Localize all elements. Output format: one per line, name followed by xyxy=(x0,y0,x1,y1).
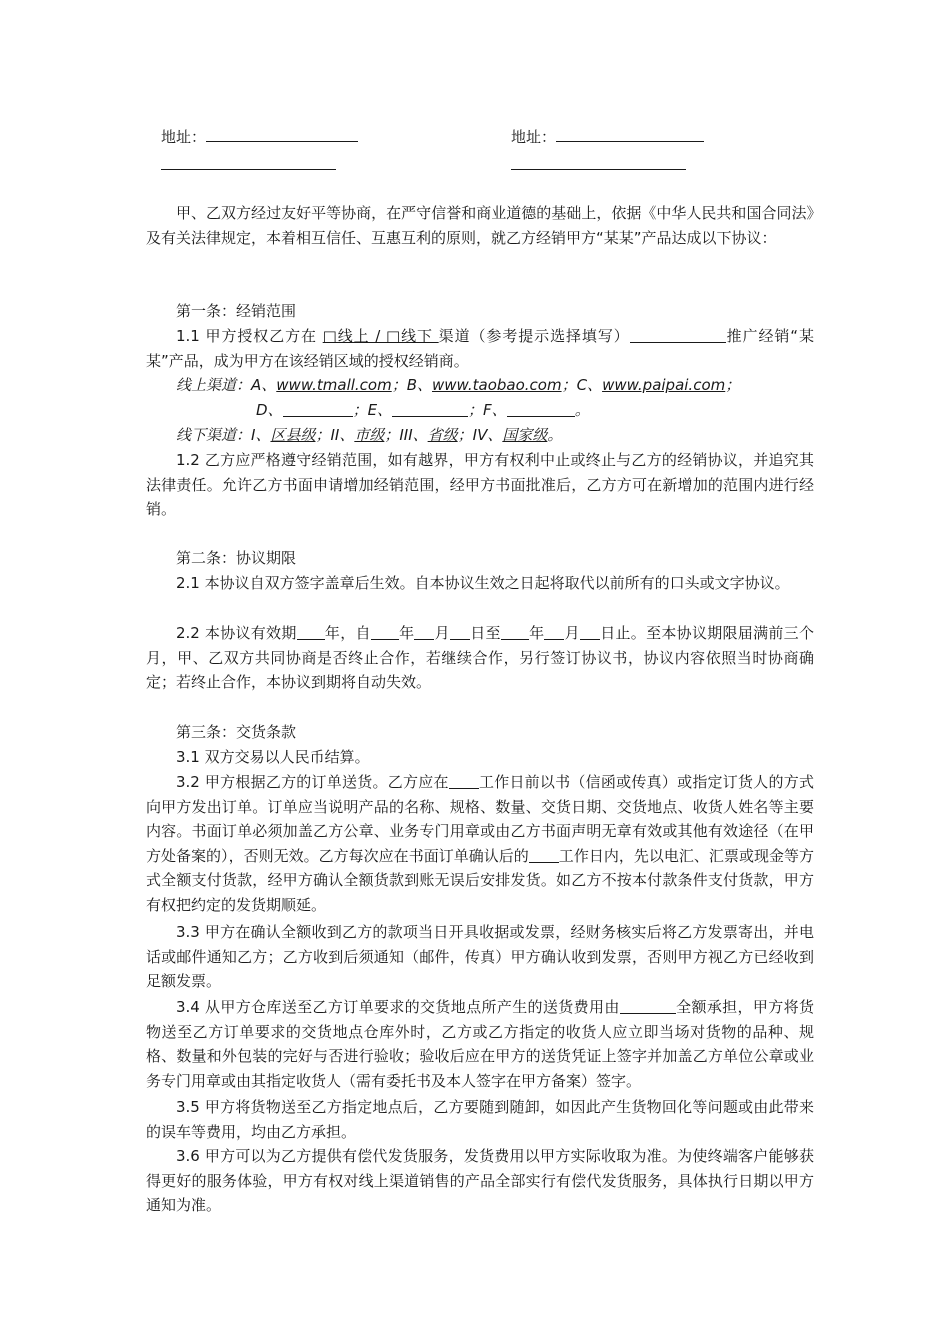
order-text-c: 工作日内，先以电汇、汇票或现金等方式全额支付货款，经甲方确认全额货款到账无误后安排发货。如乙方不按本付款条件支付货款，甲方有权把约定的发货期顺延。 xyxy=(146,846,814,914)
address-right-blank[interactable] xyxy=(556,125,704,142)
term-text-d: 月 xyxy=(434,624,450,642)
section3-clause2 xyxy=(146,770,814,918)
term-years-blank[interactable] xyxy=(297,624,325,640)
paipai-link[interactable]: www.paipai.com xyxy=(602,376,726,394)
online-c-label: ；C、 xyxy=(561,376,603,394)
address-right xyxy=(511,125,704,150)
offline-end: 。 xyxy=(547,426,563,444)
delivery-text-a: 3.4 从甲方仓库送至乙方订单要求的交货地点所产生的送货费用由 xyxy=(176,998,620,1016)
online-f-label: ；F、 xyxy=(468,401,507,419)
start-year-blank[interactable] xyxy=(371,624,399,640)
taobao-link[interactable]: www.taobao.com xyxy=(432,376,562,394)
end-day-blank[interactable] xyxy=(580,624,600,640)
offline-city-option[interactable]: 市级 xyxy=(354,426,385,444)
offline-national-option[interactable]: 国家级 xyxy=(502,426,548,444)
term-text-h: 日止。至本协议期限届满前三个月，甲、乙双方共同协商是否终止合作，若继续合作，另行签订协议书，协议内容依照当时协商确定；若终止合作，本协议到期将自动失效。 xyxy=(146,624,814,692)
online-e-blank[interactable] xyxy=(392,401,468,417)
section3-clause6: 3.6 甲方可以为乙方提供有偿代发货服务，发货费用以甲方实际收取为准。为使终端客户能够获得更好的服务体验，甲方有权对线上渠道销售的产品全部实行有偿代发货服务，具体执行日期以甲方通知为准。 xyxy=(146,1147,814,1215)
term-text-g: 月 xyxy=(564,624,580,642)
section1-title: 第一条：经销范围 xyxy=(176,302,297,320)
offline-3-label: ；III、 xyxy=(384,426,428,444)
offline-4-label: ；IV、 xyxy=(457,426,503,444)
online-d-blank[interactable] xyxy=(283,401,353,417)
online-channels-row1 xyxy=(176,373,740,398)
term-text-b: 年，自 xyxy=(324,624,371,642)
order-text-a: 3.2 甲方根据乙方的订单送货。乙方应在 xyxy=(176,773,449,791)
section2-clause1: 2.1 本协议自双方签字盖章后生效。自本协议生效之日起将取代以前所有的口头或文字协议。 xyxy=(176,574,790,592)
address-left-blank[interactable] xyxy=(206,125,358,142)
order-days-blank[interactable] xyxy=(449,773,479,789)
offline-county-option[interactable]: 区县级 xyxy=(270,426,316,444)
online-a-label: A、 xyxy=(251,376,277,394)
channel-option-checkboxes[interactable]: □线上 / □线下 xyxy=(322,327,439,345)
clause1-1-text-a: 1.1 甲方授权乙方在 xyxy=(176,327,323,345)
clause1-1-text-b: 渠道（参考提示选择填写） xyxy=(438,327,630,345)
address-left-label: 地址： xyxy=(161,128,207,146)
address-left xyxy=(161,125,358,150)
start-month-blank[interactable] xyxy=(414,624,434,640)
online-e-label: ；E、 xyxy=(352,401,393,419)
section3-clause4 xyxy=(146,995,814,1093)
section2-title: 第二条：协议期限 xyxy=(176,549,297,567)
tmall-link[interactable]: www.tmall.com xyxy=(276,376,392,394)
offline-channels-row xyxy=(176,423,562,448)
online-channels-row2 xyxy=(256,398,590,423)
intro-paragraph: 甲、乙双方经过友好平等协商，在严守信誉和商业道德的基础上，依据《中华人民共和国合同法》及有关法律规定，本着相互信任、互惠互利的原则，就乙方经销甲方“某某”产品达成以下协议： xyxy=(146,204,814,247)
online-d-label: D、 xyxy=(256,401,283,419)
address-right-line2[interactable] xyxy=(511,169,686,170)
region-blank[interactable] xyxy=(630,327,726,343)
online-f-blank[interactable] xyxy=(507,401,575,417)
section1-clause1 xyxy=(146,324,814,373)
delivery-text-b: 全额承担，甲方将货物送至乙方订单要求的交货地点仓库外时，乙方或乙方指定的收货人应立即当场对货物的品种、规格、数量和外包装的完好与否进行验收；验收后应在甲方的送货凭证上签字并加盖乙方单位公章或业务专门用章或由其指定收货人（需有委托书及本人签字在甲方备案）签字。 xyxy=(146,998,814,1090)
section3-clause3: 3.3 甲方在确认全额收到乙方的款项当日开具收据或发票，经财务核实后将乙方发票寄出，并电话或邮件通知乙方；乙方收到后须通知（邮件，传真）甲方确认收到发票，否则甲方视乙方已经收到足额发票。 xyxy=(146,923,814,991)
offline-label: 线下渠道： xyxy=(176,426,252,444)
address-left-line2[interactable] xyxy=(161,169,336,170)
term-text-f: 年 xyxy=(528,624,545,642)
delivery-fee-party-blank[interactable] xyxy=(620,998,676,1014)
term-text-c: 年 xyxy=(398,624,415,642)
section3-title: 第三条：交货条款 xyxy=(176,723,297,741)
online-b-label: ；B、 xyxy=(391,376,433,394)
term-text-e: 日至 xyxy=(469,624,501,642)
end-year-blank[interactable] xyxy=(501,624,529,640)
term-text-a: 2.2 本协议有效期 xyxy=(176,624,297,642)
section1-clause2: 1.2 乙方应严格遵守经销范围，如有越界，甲方有权利中止或终止与乙方的经销协议，并追究其法律责任。允许乙方书面申请增加经销范围，经甲方书面批准后，乙方方可在新增加的范围内进行经销。 xyxy=(146,451,814,519)
online-c-end: ； xyxy=(725,376,741,394)
offline-2-label: ；II、 xyxy=(315,426,355,444)
payment-days-blank[interactable] xyxy=(529,847,559,863)
order-text-b: 工作日前以书（信函或传真）或指定订货人的方式向甲方发出订单。订单应当说明产品的名称、规格、数量、交货日期、交货地点、收货人姓名等主要内容。书面订单必须加盖乙方公章、业务专门用章或由乙方书面声明无章有效或其他有效途径（在甲方处备案的），否则无效。乙方每次应在书面订单确认后的 xyxy=(146,773,815,865)
offline-province-option[interactable]: 省级 xyxy=(427,426,458,444)
section2-clause2 xyxy=(146,621,814,695)
clause1-1-text-c: 推广经销“某某”产品，成为甲方在该经销区域的授权经销商。 xyxy=(146,327,814,370)
online-end: 。 xyxy=(574,401,590,419)
section3-clause5: 3.5 甲方将货物送至乙方指定地点后，乙方要随到随卸，如因此产生货物回化等问题或由此带来的误车等费用，均由乙方承担。 xyxy=(146,1098,814,1141)
section3-clause1: 3.1 双方交易以人民币结算。 xyxy=(176,748,370,766)
start-day-blank[interactable] xyxy=(450,624,470,640)
offline-1-label: I、 xyxy=(251,426,271,444)
online-label: 线上渠道： xyxy=(176,376,252,394)
end-month-blank[interactable] xyxy=(544,624,564,640)
address-right-label: 地址： xyxy=(511,128,557,146)
